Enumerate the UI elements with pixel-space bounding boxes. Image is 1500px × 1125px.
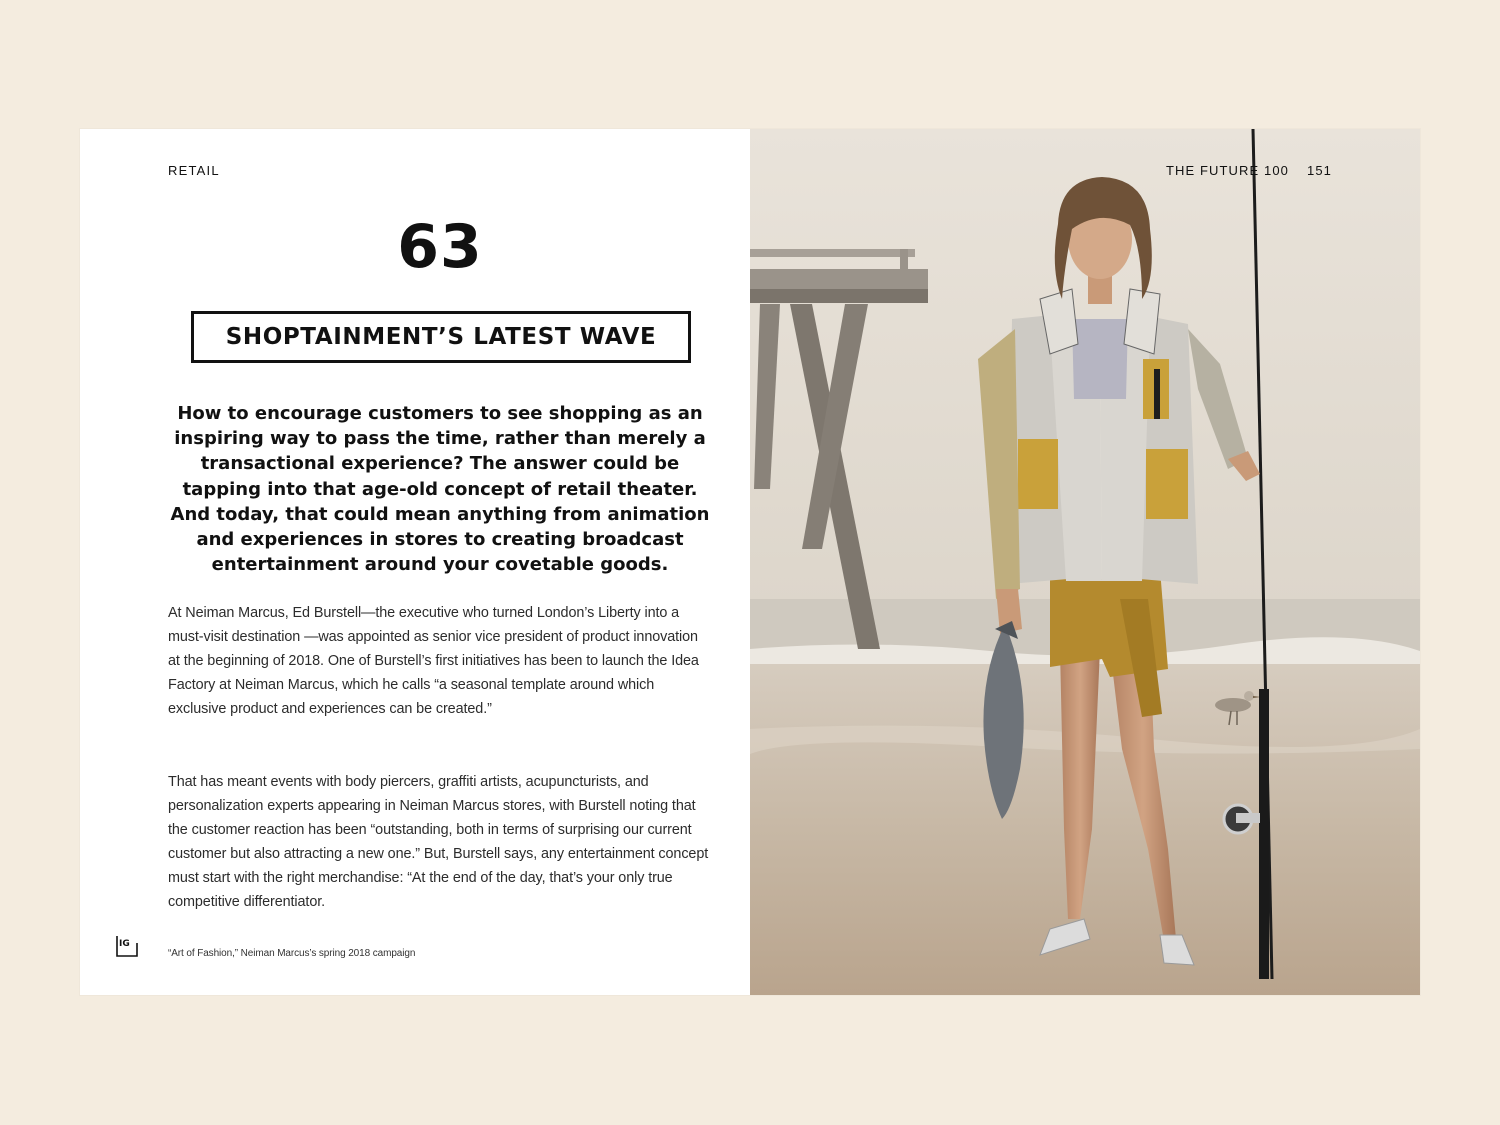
body-paragraph-1: At Neiman Marcus, Ed Burstell—the executive who turned London’s Liberty into a must-visit destination —was appointed as senior vice president of product innovation at the beginning of 2018. One of Burstell’s first initiatives has been to launch the Idea Factory at Neiman Marcus, which he calls “a seasonal template around which exclusive product and experiences can be created.”: [168, 605, 699, 717]
photo-caption: “Art of Fashion,” Neiman Marcus’s spring 2018 campaign: [168, 948, 416, 959]
logo-text: IG: [119, 939, 130, 949]
article-number: 63: [397, 212, 483, 282]
magazine-spread: [80, 129, 1420, 995]
running-header: [1166, 163, 1332, 178]
left-page: [80, 129, 750, 995]
right-page: [750, 129, 1420, 995]
publication-name: THE FUTURE 100: [1165, 163, 1289, 178]
title-box: [191, 311, 691, 363]
page-number: 151: [1307, 163, 1332, 178]
section-label: RETAIL: [168, 163, 220, 178]
article-title: SHOPTAINMENT’S LATEST WAVE: [225, 324, 657, 350]
beach-photo: [750, 129, 1420, 995]
body-paragraph-2: That has meant events with body piercers, graffiti artists, acupuncturists, and personalization experts appearing in Neiman Marcus stores, with Burstell noting that the customer reaction has been “outstanding, both in terms of surprising our current customer but also attracting a new one.” But, Burstell says, any entertainment concept must start with the right merchandise: “At the end of the day, that’s your only true competitive differentiator.: [168, 774, 709, 910]
intro-paragraph: How to encourage customers to see shopping as an inspiring way to pass the time, rather than merely a transactional experience? The answer could be tapping into that age-old concept of retail theater. And today, that could mean anything from animation and experiences in stores to creating broadcast entertainment around your covetable goods.: [170, 403, 710, 576]
ig-logo-icon: [116, 935, 138, 957]
